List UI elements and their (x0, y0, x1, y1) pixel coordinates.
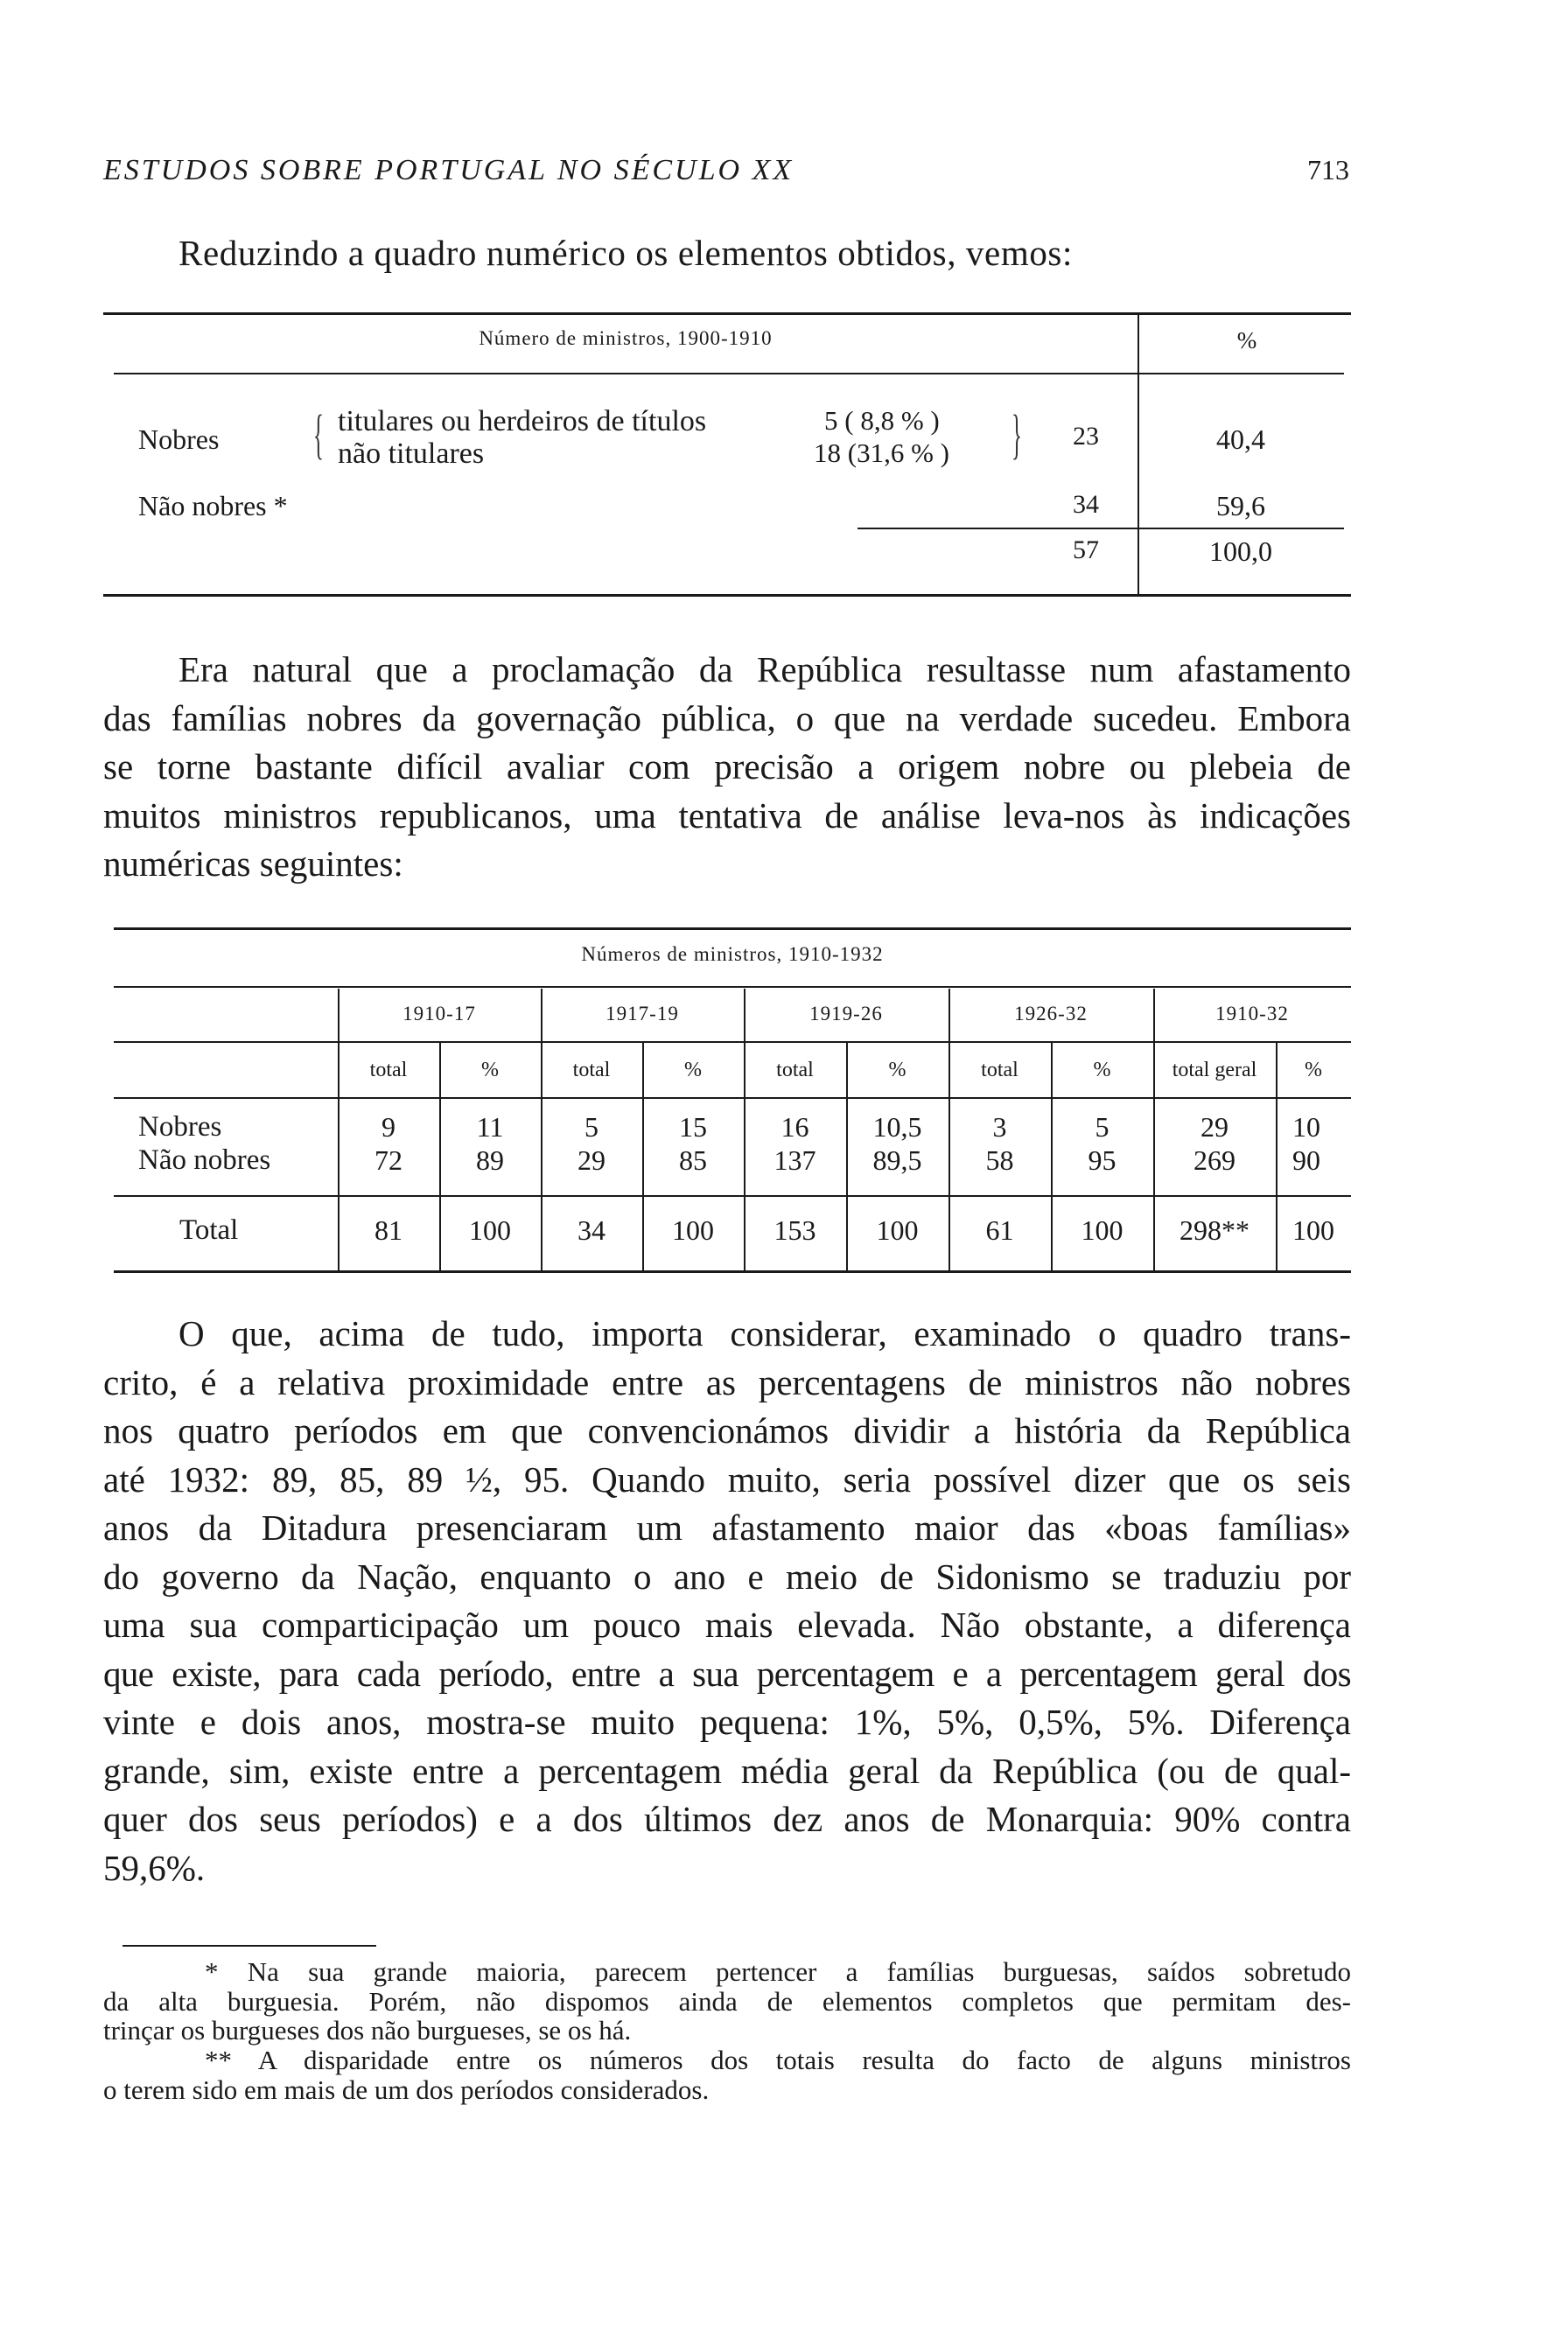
table1-heading: Número de ministros, 1900-1910 (479, 327, 773, 349)
cell-total: 81 (374, 1214, 402, 1246)
intro-line: Reduzindo a quadro numérico os elementos obtidos, vemos: (178, 233, 1073, 273)
cell-nobres: 15 (679, 1111, 707, 1143)
subhead: total (981, 1059, 1018, 1081)
para2-line: das famílias nobres da governação pública, o que na verdade sucedeu. Embora (103, 697, 1351, 738)
period-header: 1926-32 (1014, 1003, 1088, 1025)
table1-top-rule (103, 312, 1351, 315)
cell-total: 100 (672, 1214, 714, 1246)
cell-total: 153 (774, 1214, 816, 1246)
table2-body-rule (114, 1195, 1351, 1197)
para3-line: que existe, para cada período, entre a sua percentagem e a percentagem geral dos (103, 1653, 1351, 1694)
cell-total: 61 (985, 1214, 1014, 1246)
para3-line: uma sua comparticipação um pouco mais elevada. Não obstante, a diferença (103, 1605, 1351, 1645)
table2-vrule (744, 989, 746, 1270)
para2-line: Era natural que a proclamação da República resultasse num afastamento (178, 649, 1351, 689)
table2-top-rule (114, 927, 1351, 930)
footnote1-line: trinçar os burgueses dos não burgueses, se os há. (103, 2015, 632, 2046)
subhead: % (684, 1059, 702, 1081)
table2-heading-rule (114, 986, 1351, 988)
paragraph-3 (103, 1310, 1351, 1892)
para3-line: O que, acima de tudo, importa considerar, examinado o quadro trans- (178, 1313, 1351, 1353)
period-header: 1919-26 (809, 1003, 883, 1025)
table2-bottom-rule (114, 1270, 1351, 1273)
table2-vrule (948, 989, 950, 1270)
subhead: % (1305, 1059, 1322, 1081)
brace-left: { (313, 405, 324, 465)
table2-vrule (541, 989, 542, 1270)
running-title: ESTUDOS SOBRE PORTUGAL NO SÉCULO XX (103, 154, 794, 186)
table2-heading: Números de ministros, 1910-1932 (581, 943, 884, 965)
footnote-separator (122, 1945, 376, 1947)
subhead: total (776, 1059, 814, 1081)
table1-sum-rule (858, 528, 1344, 529)
cell-nobres: 5 (1095, 1111, 1110, 1143)
footnote-2 (103, 2046, 1351, 2104)
para2-line: muitos ministros republicanos, uma tentativa de análise leva-nos às indicações (103, 794, 1351, 836)
para3-line: nos quatro períodos em que convencionámos dividir a história da República (103, 1410, 1351, 1451)
grand-total: 57 (1073, 535, 1099, 564)
footnote-1 (103, 1957, 1351, 2046)
val-titulares: 5 ( 8,8 % ) (824, 405, 940, 436)
cell-total: 100 (1081, 1214, 1124, 1246)
nobres-total: 23 (1073, 422, 1099, 451)
para3-line: grande, sim, existe entre a percentagem média geral da República (ou de qual- (103, 1750, 1351, 1791)
para3-line: 59,6%. (103, 1847, 206, 1888)
nao-nobres-label: Não nobres * (138, 490, 288, 521)
footnote2-line: o terem sido em mais de um dos períodos considerados. (103, 2074, 710, 2105)
table2-vrule (1153, 989, 1155, 1270)
cell-total: 34 (578, 1214, 606, 1246)
val-nao-titulares: 18 (31,6 % ) (814, 437, 949, 468)
table2-subhead-rule (114, 1097, 1351, 1099)
period-header: 1917-19 (606, 1003, 679, 1025)
cell-nobres: 29 (1200, 1111, 1228, 1143)
period-header: 1910-17 (402, 1003, 476, 1025)
cell-nobres: 10 (1292, 1111, 1320, 1143)
cell-nao-nobres: 269 (1194, 1144, 1236, 1176)
period-header: 1910-32 (1215, 1003, 1289, 1025)
para3-line: anos da Ditadura presenciaram um afastamento maior das «boas famílias» (103, 1507, 1351, 1548)
table2-vrule (439, 1041, 441, 1270)
para3-line: do governo da Nação, enquanto o ano e meio de Sidonismo se traduziu por (103, 1556, 1351, 1597)
table2-vrule (846, 1041, 848, 1270)
nao-nobres-pct: 59,6 (1216, 490, 1265, 521)
sub-nao-titulares: não titulares (338, 437, 485, 470)
cell-nao-nobres: 90 (1292, 1144, 1320, 1176)
para3-line: crito, é a relativa proximidade entre as percentagens de ministros não nobres (103, 1361, 1351, 1402)
row-label-total: Total (179, 1214, 239, 1246)
page-number: 713 (1307, 154, 1349, 185)
table2-period-rule (114, 1041, 1351, 1043)
subhead: % (481, 1059, 499, 1081)
table2-vrule (338, 989, 340, 1270)
row-label-nao-nobres: Não nobres (138, 1144, 271, 1176)
footnote1-line: da alta burguesia. Porém, não dispomos ainda de elementos completos que permitam des- (103, 1985, 1351, 2017)
subhead: total (572, 1059, 611, 1081)
nao-nobres-total: 34 (1073, 490, 1099, 519)
table2-vrule (1276, 1041, 1278, 1270)
cell-nao-nobres: 137 (774, 1144, 816, 1176)
table1-bottom-rule (103, 594, 1351, 597)
cell-total: 100 (1292, 1214, 1334, 1246)
cell-nobres: 11 (476, 1111, 504, 1143)
subhead: % (1093, 1059, 1111, 1081)
table2-vrule (642, 1041, 644, 1270)
cell-nao-nobres: 72 (374, 1144, 402, 1176)
cell-nao-nobres: 85 (679, 1144, 707, 1176)
paragraph-2 (103, 646, 1351, 889)
row-label-nobres: Nobres (138, 1111, 222, 1143)
table2-vrule (1051, 1041, 1053, 1270)
para3-line: quer dos seus períodos) e a dos últimos dez anos de Monarquia: 90% contra (103, 1799, 1351, 1839)
cell-total: 298** (1180, 1214, 1250, 1246)
cell-nao-nobres: 89 (476, 1144, 504, 1176)
cell-total: 100 (876, 1214, 919, 1246)
nobres-pct: 40,4 (1216, 423, 1265, 455)
brace-right: } (1012, 405, 1022, 465)
cell-nao-nobres: 89,5 (872, 1144, 922, 1176)
cell-nobres: 10,5 (872, 1111, 922, 1143)
para3-line: até 1932: 89, 85, 89 ½, 95. Quando muito, seria possível dizer que os seis (103, 1458, 1351, 1500)
sub-titulares: titulares ou herdeiros de títulos (338, 405, 707, 437)
subhead: % (888, 1059, 906, 1081)
footnote1-line: * Na sua grande maioria, parecem pertencer a famílias burguesas, saídos sobretudo (205, 1956, 1351, 1987)
cell-nao-nobres: 95 (1088, 1144, 1116, 1176)
cell-nao-nobres: 58 (985, 1144, 1014, 1176)
cell-nobres: 16 (780, 1111, 809, 1143)
cell-nobres: 9 (382, 1111, 396, 1143)
cell-total: 100 (469, 1214, 511, 1246)
table1-header-rule (114, 373, 1344, 374)
nobres-label: Nobres (138, 423, 220, 455)
cell-nao-nobres: 29 (578, 1144, 606, 1176)
para3-line: vinte e dois anos, mostra-se muito pequena: 1%, 5%, 0,5%, 5%. Diferença (103, 1702, 1351, 1742)
cell-nobres: 5 (584, 1111, 598, 1143)
cell-nobres: 3 (992, 1111, 1007, 1143)
footnote2-line: ** A disparidade entre os números dos totais resulta do facto de alguns ministros (205, 2045, 1351, 2075)
subhead: total geral (1172, 1059, 1257, 1081)
subhead: total (369, 1059, 408, 1081)
para2-line: numéricas seguintes: (103, 843, 403, 884)
grand-pct: 100,0 (1209, 535, 1272, 567)
table1-pct-heading: % (1236, 327, 1257, 353)
para2-line: se torne bastante difícil avaliar com precisão a origem nobre ou plebeia de (103, 746, 1351, 787)
